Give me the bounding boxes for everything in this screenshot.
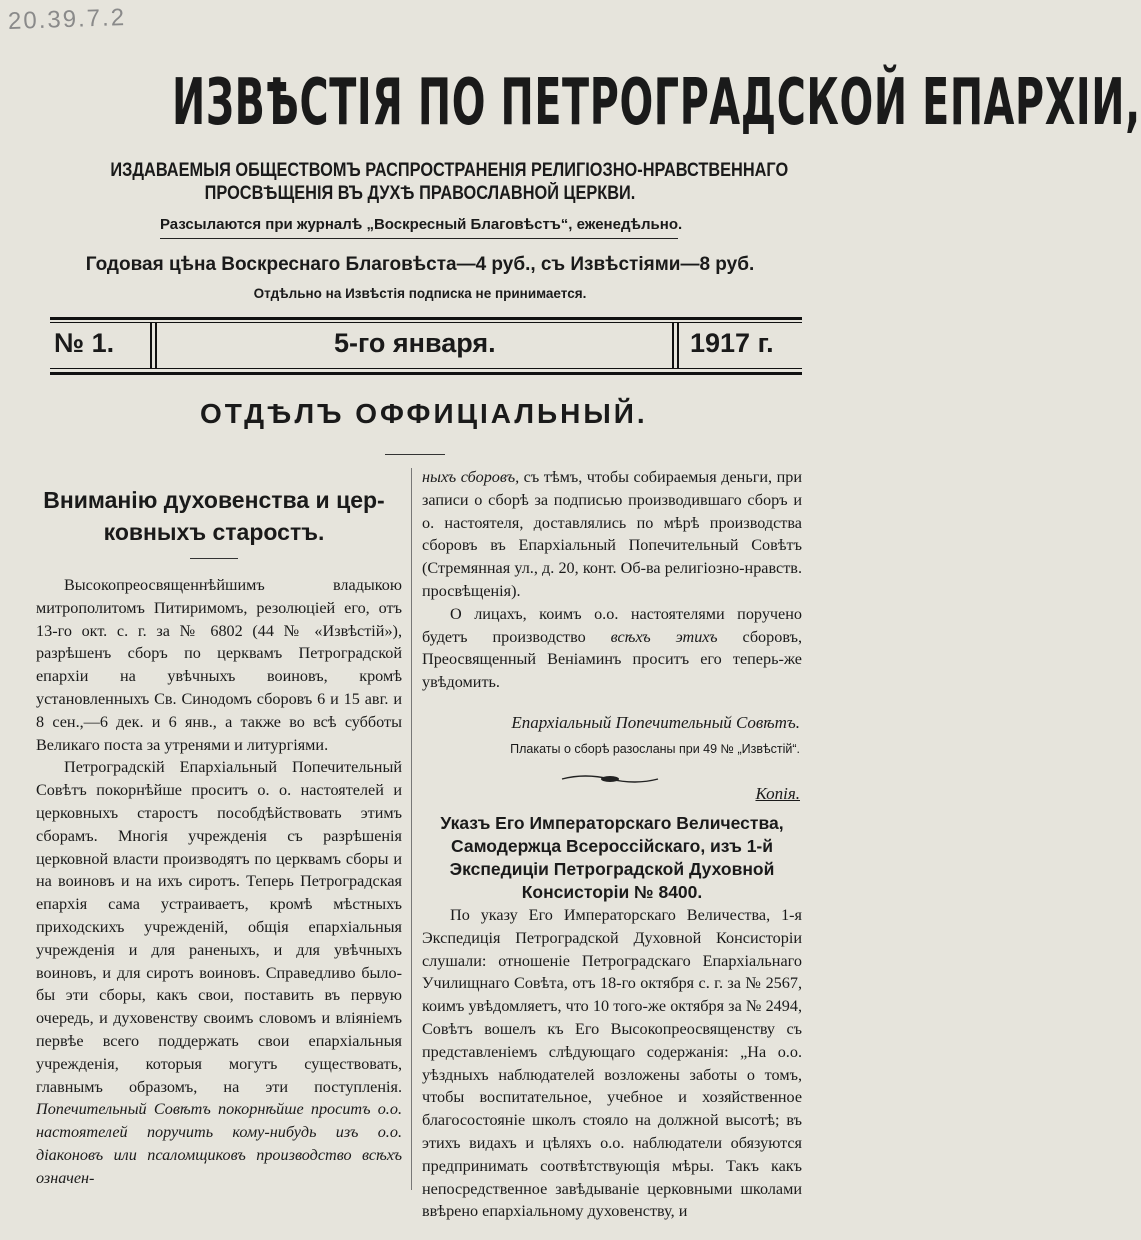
- placards-note: Плакаты о сборѣ разосланы при 49 № „Извѣстій“.: [510, 742, 800, 756]
- paragraph-text: Петроградскій Епархіальный Попечительный Совѣтъ покорнѣйше проситъ о. о. настоятелей и церковныхъ старостъ пособдѣйствовать этимъ сборамъ. Многія учрежденія съ разрѣшенія церковной власти производятъ по церквамъ сборы и на воиновъ и на ихъ сиротъ. Теперь Петроградская епархія сама устраиваетъ, кромѣ мѣстныхъ приходскихъ учрежденій, общія епархіальныя учрежденія и для раненыхъ, и для увѣчныхъ воиновъ, и для сиротъ воиновъ. Справедливо было-бы эти сборы, какъ свои, поставить въ первую очередь, и духовенству своимъ словомъ и вліяніемъ первѣе всего поддержать свои епархіальныя учрежденія, которыя могутъ существовать, главнымъ образомъ, на эти поступленія.: [36, 758, 402, 1096]
- issue-number: № 1.: [54, 328, 115, 358]
- article-title-line: ковныхъ старостъ.: [103, 519, 325, 545]
- issue-bar-top-rule-thin: [50, 322, 802, 323]
- issue-bar-bottom-rule-thin: [50, 368, 802, 369]
- signature: Епархіальный Попечительный Совѣтъ.: [511, 713, 800, 732]
- paragraph: По указу Его Императорскаго Величества, 1-я Экспедиція Петроградской Духовной Консисторіи слушали: отношеніе Петроградскаго Епархіальнаго Училищнаго Совѣта, отъ 18-го октября с. г. за № 2567, коимъ увѣдомляетъ, что 10 того-же октября за № 2494, Совѣтъ вошелъ къ Его Высокопреосвященству съ представленіемъ слѣдующаго содержанія: „На о.о. уѣздныхъ наблюдателей возложены заботы о томъ, чтобы воспитательное, учебное и хозяйственное благосостояніе школъ стояло на должной высотѣ; въ этихъ видахъ и цѣляхъ о.о. наблюдатели обязуются предпринимать соотвѣтствующія мѣры. Такъ какъ непосредственное завѣдываніе церковными школами ввѣрено епархіальному духовенству, и: [422, 906, 802, 1221]
- separate-subscription-note: Отдѣльно на Извѣстія подписка не принимается.: [253, 286, 587, 301]
- issue-bar-bottom-rule: [50, 372, 802, 375]
- issue-bar-top-rule: [50, 317, 802, 320]
- issue-year: 1917 г.: [690, 328, 774, 358]
- paragraph: [422, 466, 802, 603]
- right-column: [422, 466, 802, 694]
- paragraph: [36, 756, 402, 1189]
- masthead-subtitle-2: ПРОСВѢЩЕНІЯ ВЪ ДУХѢ ПРАВОСЛАВНОЙ ЦЕРКВИ.: [204, 183, 636, 204]
- article-title-line: Вниманію духовенства и цер-: [43, 487, 385, 513]
- decree-body: [422, 904, 802, 1223]
- paragraph-text: съ тѣмъ, чтобы собираемыя деньги, при записи о сборѣ за подписью производившаго сборъ и о. настоятеля, доставлялись по мѣрѣ производства сборовъ въ Епархіальный Попечительный Совѣтъ (Стремянная ул., д. 20, конт. Об-ва религіозно-нравств. просвѣщенія).: [422, 468, 802, 600]
- divider: [190, 558, 238, 559]
- issue-bar-divider: [672, 322, 679, 368]
- divider: [160, 238, 678, 239]
- issue-bar-divider: [150, 322, 157, 368]
- masthead-title: ИЗВѢСТІЯ ПО ПЕТРОГРАДСКОЙ ЕПАРХІИ,: [172, 66, 1141, 140]
- paragraph-text: сборовъ, Преосвященный Веніаминъ проситъ его теперь-же увѣдомить.: [422, 627, 802, 692]
- issue-date: 5-го января.: [334, 328, 496, 358]
- paragraph-text: О лицахъ, коимъ о.о. настоятелями поручено будетъ производство: [422, 604, 802, 646]
- section-title: ОТДѢЛЪ ОФФИЦІАЛЬНЫЙ.: [200, 398, 648, 429]
- paragraph: Высокопреосвященнѣйшимъ владыкою митрополитомъ Питиримомъ, резолюціей его, отъ 13-го окт. с. г. за № 6802 (44 № «Извѣстій»), разрѣшенъ сборъ по церквамъ Петроградской епархіи на увѣчныхъ воиновъ, кромѣ установленныхъ Св. Синодомъ сборовъ 6 и 15 авг. и 8 сен.,—6 дек. и 6 янв., а также во всѣ субботы Великаго поста за утренями и литургіями.: [36, 576, 402, 754]
- copy-label: Копія.: [755, 784, 800, 803]
- archive-stamp: 20.39.7.2: [7, 3, 127, 36]
- masthead-subtitle-1: ИЗДАВАЕМЫЯ ОБЩЕСТВОМЪ РАСПРОСТРАНЕНІЯ РЕЛИГІОЗНО-НРАВСТВЕННАГО: [110, 160, 789, 181]
- paragraph-italic: ныхъ сборовъ,: [422, 468, 520, 486]
- article-title: [24, 484, 404, 548]
- left-column: [36, 574, 402, 1190]
- subscription-price: Годовая цѣна Воскреснаго Благовѣста—4 руб., съ Извѣстіями—8 руб.: [85, 254, 755, 275]
- ornament-divider: [560, 772, 660, 786]
- decree-title: Указъ Его Императорскаго Величества, Самодержца Всероссійскаго, изъ 1-й Экспедиціи Петроградской Духовной Консисторіи № 8400.: [440, 813, 784, 902]
- distribution-note: Разсылаются при журналѣ „Воскресный Благовѣстъ“, еженедѣльно.: [160, 216, 683, 233]
- divider: [385, 454, 445, 455]
- paragraph: [422, 603, 802, 694]
- paragraph-italic: Попечительный Совѣтъ покорнѣйше проситъ о.о. настоятелей поручить кому-нибудь изъ о.о. діаконовъ или псаломщиковъ производство всѣхъ означен-: [36, 1100, 402, 1187]
- column-divider: [411, 468, 412, 1190]
- paragraph-italic: всѣхъ этихъ: [610, 627, 718, 646]
